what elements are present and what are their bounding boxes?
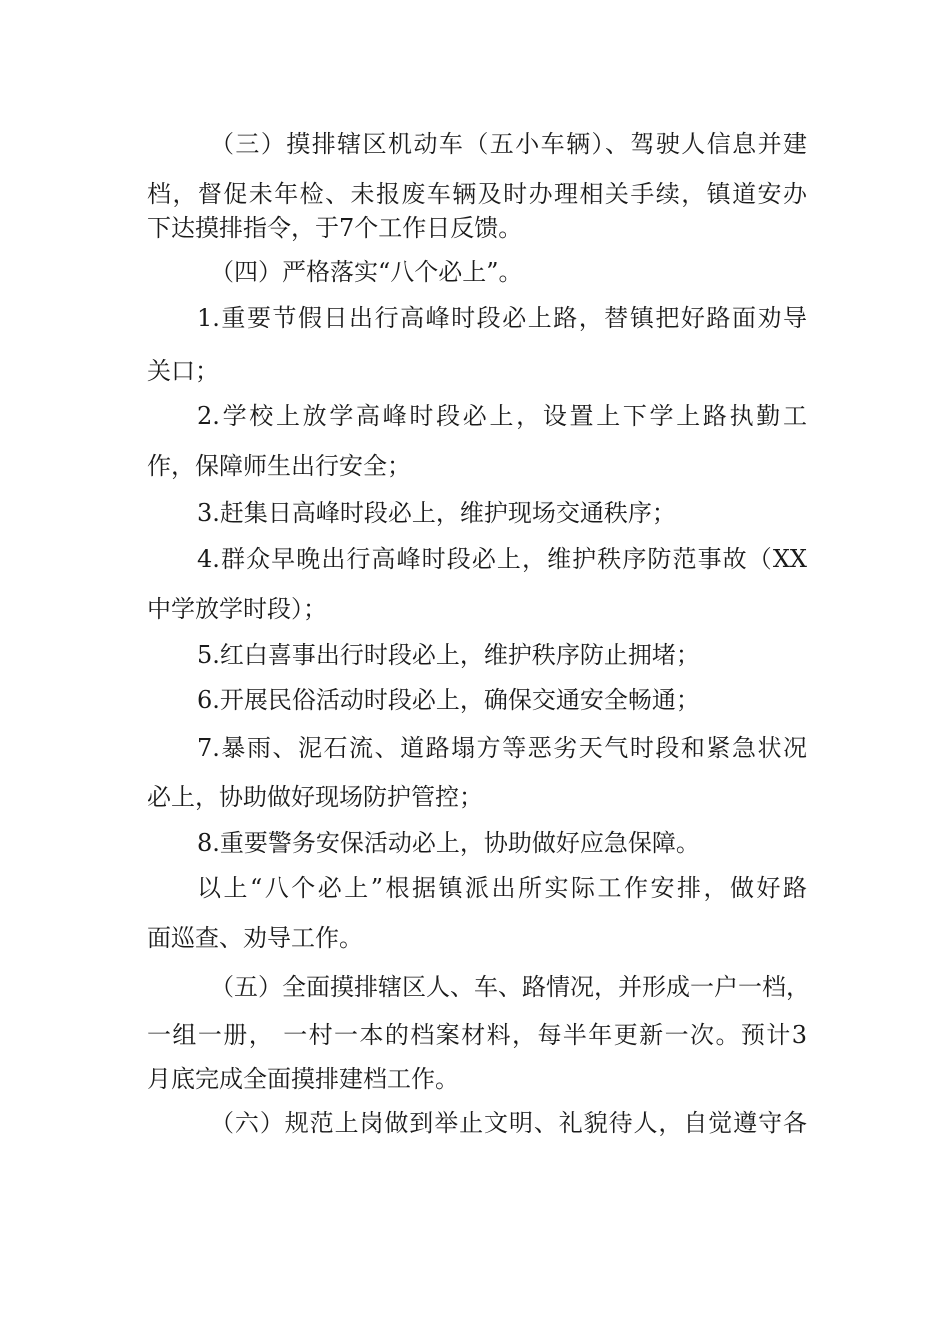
list-item-5: 5.红白喜事出行时段必上，维护秩序防止拥堵； bbox=[197, 641, 700, 669]
paragraph-line: 关口； bbox=[147, 357, 219, 385]
list-item-4: 4.群众早晚出行高峰时段必上，维护秩序防范事故（XX bbox=[197, 545, 807, 573]
list-item-1: 1.重要节假日出行高峰时段必上路，替镇把好路面劝导 bbox=[197, 304, 807, 332]
list-item-7: 7.暴雨、泥石流、道路塌方等恶劣天气时段和紧急状况 bbox=[197, 734, 807, 762]
paragraph-line: 一组一册， 一村一本的档案材料，每半年更新一次。预计3 bbox=[147, 1021, 807, 1049]
paragraph-line: 面巡查、劝导工作。 bbox=[147, 924, 363, 952]
list-item-6: 6.开展民俗活动时段必上，确保交通安全畅通； bbox=[197, 686, 700, 714]
paragraph-line: 下达摸排指令，于7个工作日反馈。 bbox=[147, 214, 523, 242]
paragraph-line: 月底完成全面摸排建档工作。 bbox=[147, 1065, 459, 1093]
paragraph-line: 作，保障师生出行安全； bbox=[147, 452, 411, 480]
paragraph-line: 档，督促未年检、未报废车辆及时办理相关手续，镇道安办 bbox=[147, 180, 807, 208]
paragraph-line: 中学放学时段）； bbox=[147, 595, 327, 623]
list-item-8: 8.重要警务安保活动必上，协助做好应急保障。 bbox=[197, 829, 700, 857]
section-6-heading: （六）规范上岗做到举止文明、礼貌待人，自觉遵守各 bbox=[210, 1109, 807, 1137]
section-5-heading: （五）全面摸排辖区人、车、路情况，并形成一户一档， bbox=[210, 973, 810, 1001]
list-item-2: 2.学校上放学高峰时段必上，设置上下学上路执勤工 bbox=[197, 402, 807, 430]
summary-paragraph: 以上“八个必上”根据镇派出所实际工作安排，做好路 bbox=[197, 874, 807, 902]
paragraph-line: 必上，协助做好现场防护管控； bbox=[147, 783, 483, 811]
list-item-3: 3.赶集日高峰时段必上，维护现场交通秩序； bbox=[197, 499, 676, 527]
section-4-heading: （四）严格落实“八个必上”。 bbox=[210, 258, 523, 286]
section-3-heading: （三）摸排辖区机动车（五小车辆）、驾驶人信息并建 bbox=[210, 130, 807, 158]
